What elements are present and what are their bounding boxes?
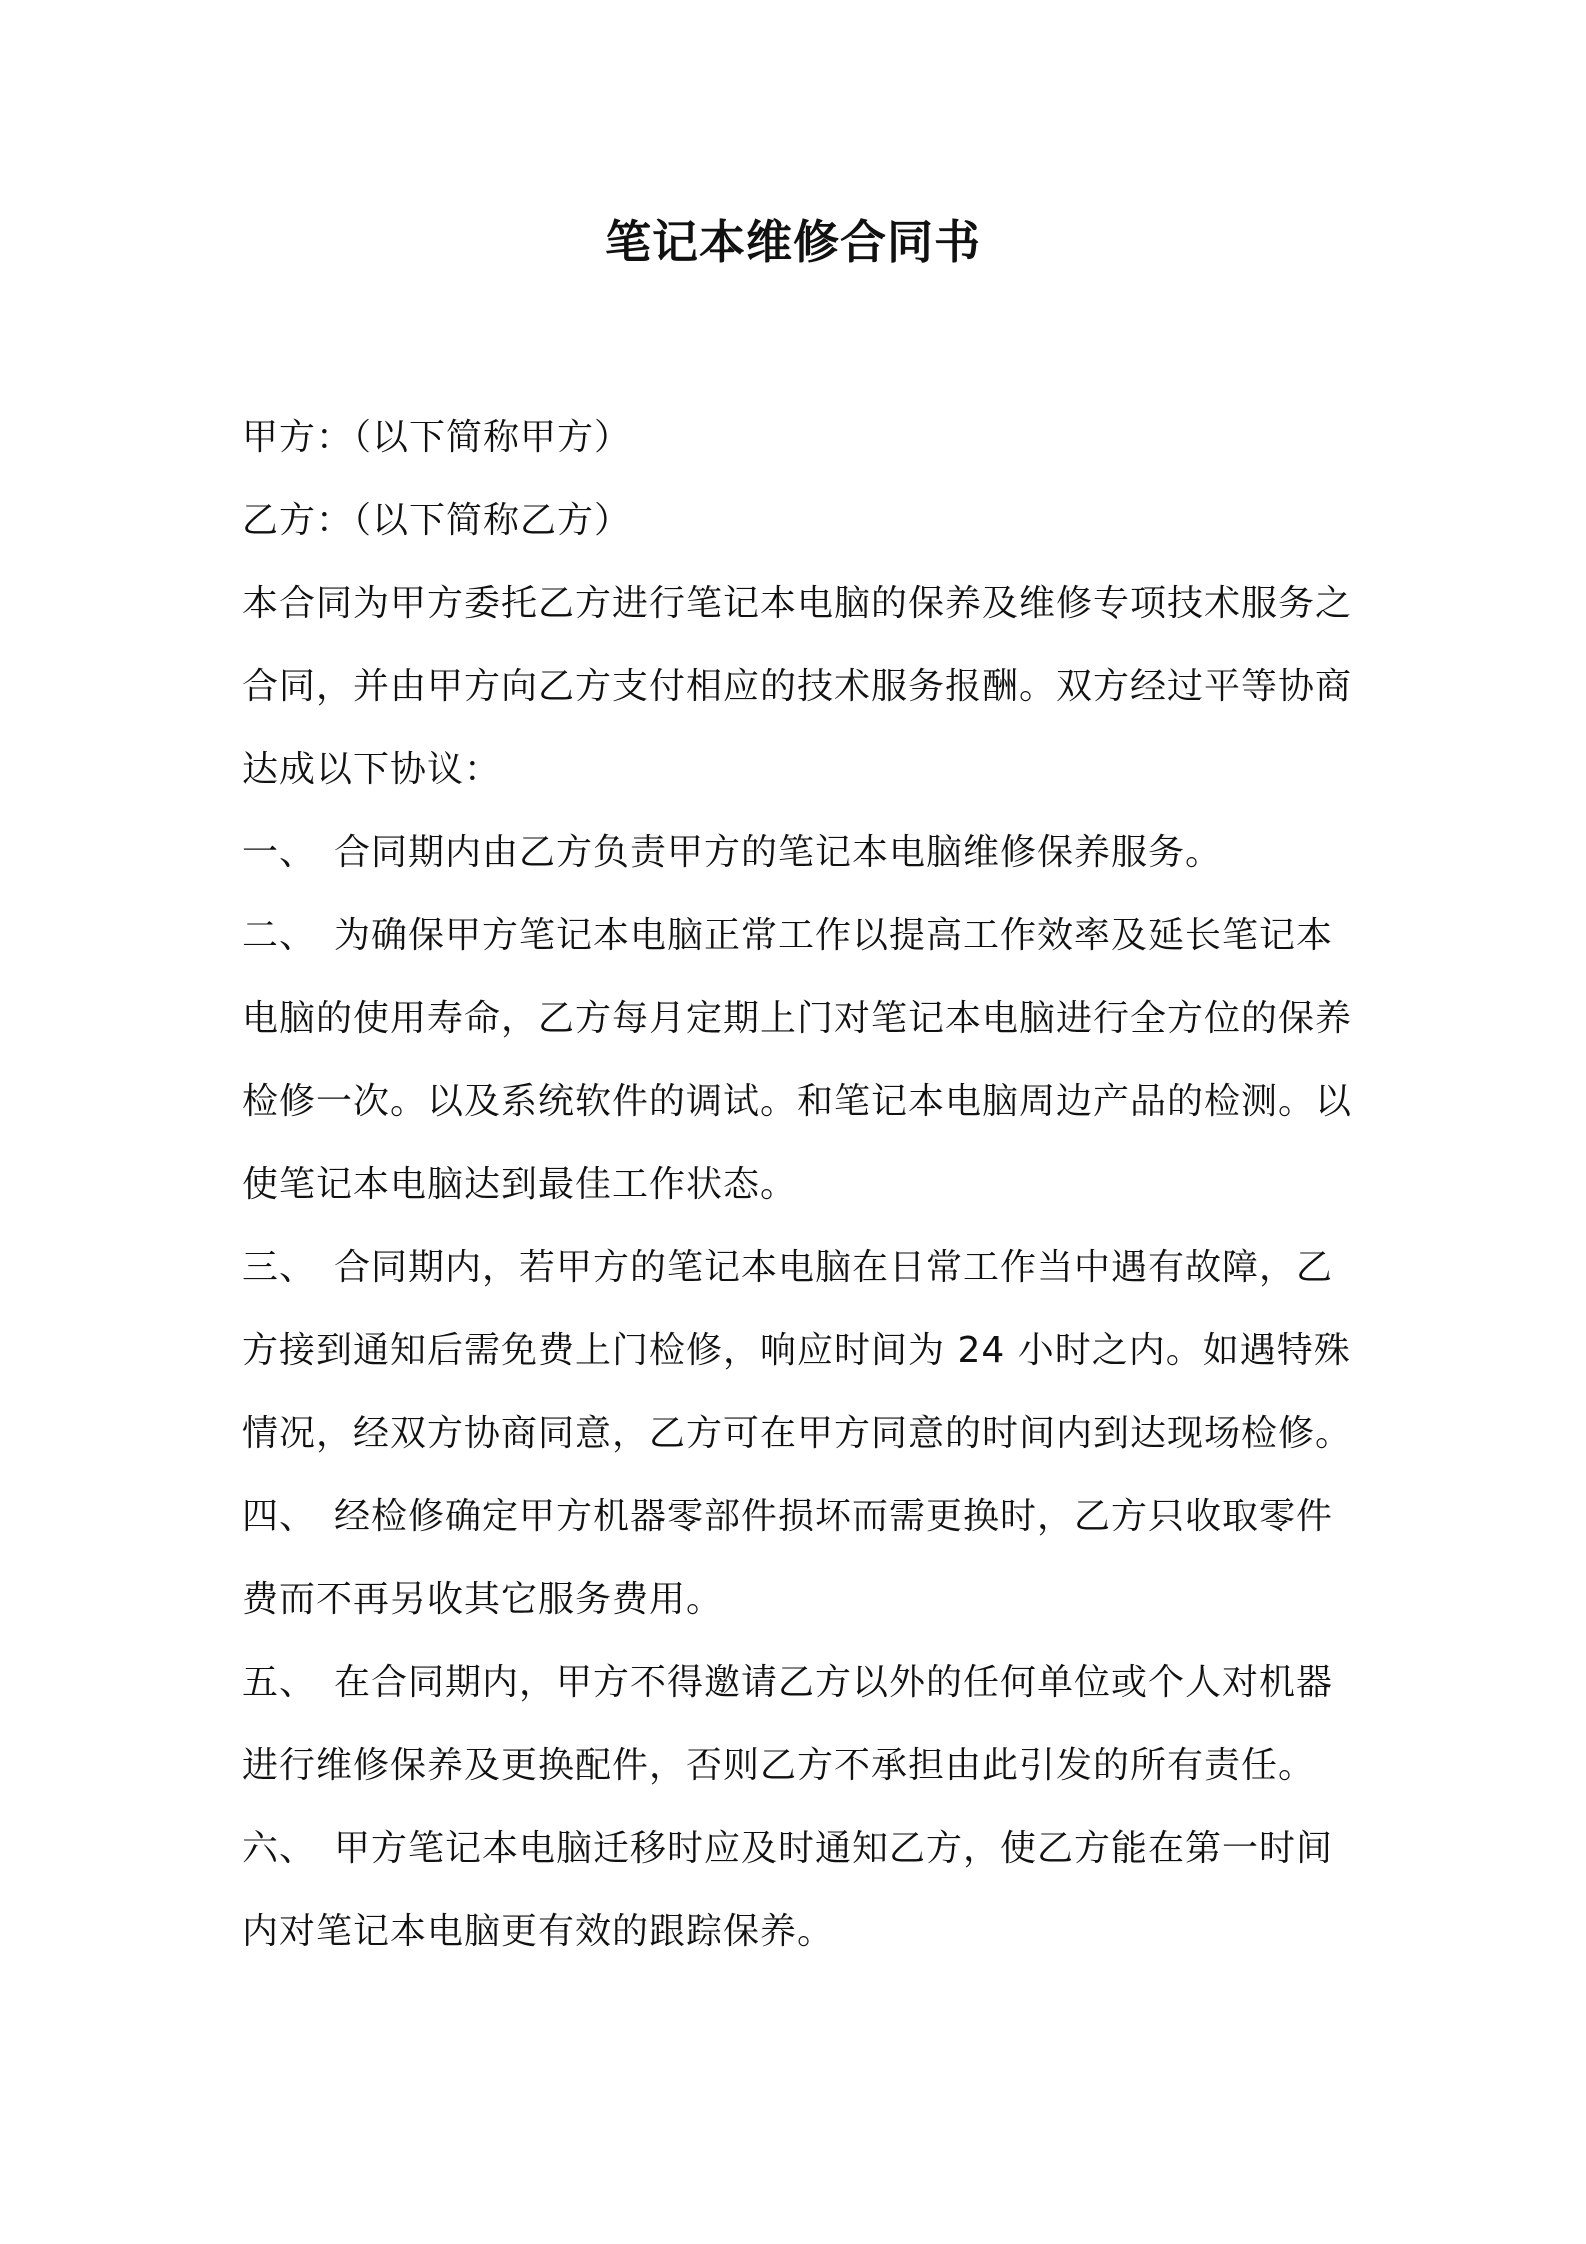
clause-number: 五、 xyxy=(242,1662,317,1703)
clause-text: 合同期内由乙方负责甲方的笔记本电脑维修保养服务。 xyxy=(334,832,1223,873)
clause-item xyxy=(242,811,1360,894)
clause-text: 为确保甲方笔记本电脑正常工作以提高工作效率及延长笔记本电脑的使用寿命，乙方每月定期上门对笔记本电脑进行全方位的保养检修一次。以及系统软件的调试。和笔记本电脑周边产品的检测。以使笔记本电脑达到最佳工作状态。 xyxy=(242,915,1353,1205)
party-a-line: 甲方：（以下简称甲方） xyxy=(242,417,632,458)
clause-text: 在合同期内，甲方不得邀请乙方以外的任何单位或个人对机器进行维修保养及更换配件，否则乙方不承担由此引发的所有责任。 xyxy=(242,1662,1334,1786)
party-b-line: 乙方：（以下简称乙方） xyxy=(242,500,632,541)
clause-item xyxy=(242,1475,1360,1641)
contract-body xyxy=(242,396,1360,1973)
clause-item xyxy=(242,1226,1360,1475)
clause-item xyxy=(242,1807,1360,1973)
clause-number: 二、 xyxy=(242,915,317,956)
clause-number: 一、 xyxy=(242,832,317,873)
clause-item xyxy=(242,894,1360,1226)
clause-text: 经检修确定甲方机器零部件损坏而需更换时，乙方只收取零件费而不再另收其它服务费用。 xyxy=(242,1496,1334,1620)
clause-number: 四、 xyxy=(242,1496,317,1537)
clause-number: 三、 xyxy=(242,1247,317,1288)
clause-text: 合同期内，若甲方的笔记本电脑在日常工作当中遇有故障，乙方接到通知后需免费上门检修，响应时间为 24 小时之内。如遇特殊情况，经双方协商同意，乙方可在甲方同意的时间内到达现场检修。 xyxy=(242,1247,1353,1454)
document-title: 笔记本维修合同书 xyxy=(605,215,981,269)
intro-paragraph: 本合同为甲方委托乙方进行笔记本电脑的保养及维修专项技术服务之合同，并由甲方向乙方支付相应的技术服务报酬。双方经过平等协商达成以下协议： xyxy=(242,583,1353,790)
clause-number: 六、 xyxy=(242,1828,317,1869)
clause-item xyxy=(242,1641,1360,1807)
clause-list xyxy=(242,811,1360,1973)
clause-text: 甲方笔记本电脑迁移时应及时通知乙方，使乙方能在第一时间内对笔记本电脑更有效的跟踪保养。 xyxy=(242,1828,1334,1952)
